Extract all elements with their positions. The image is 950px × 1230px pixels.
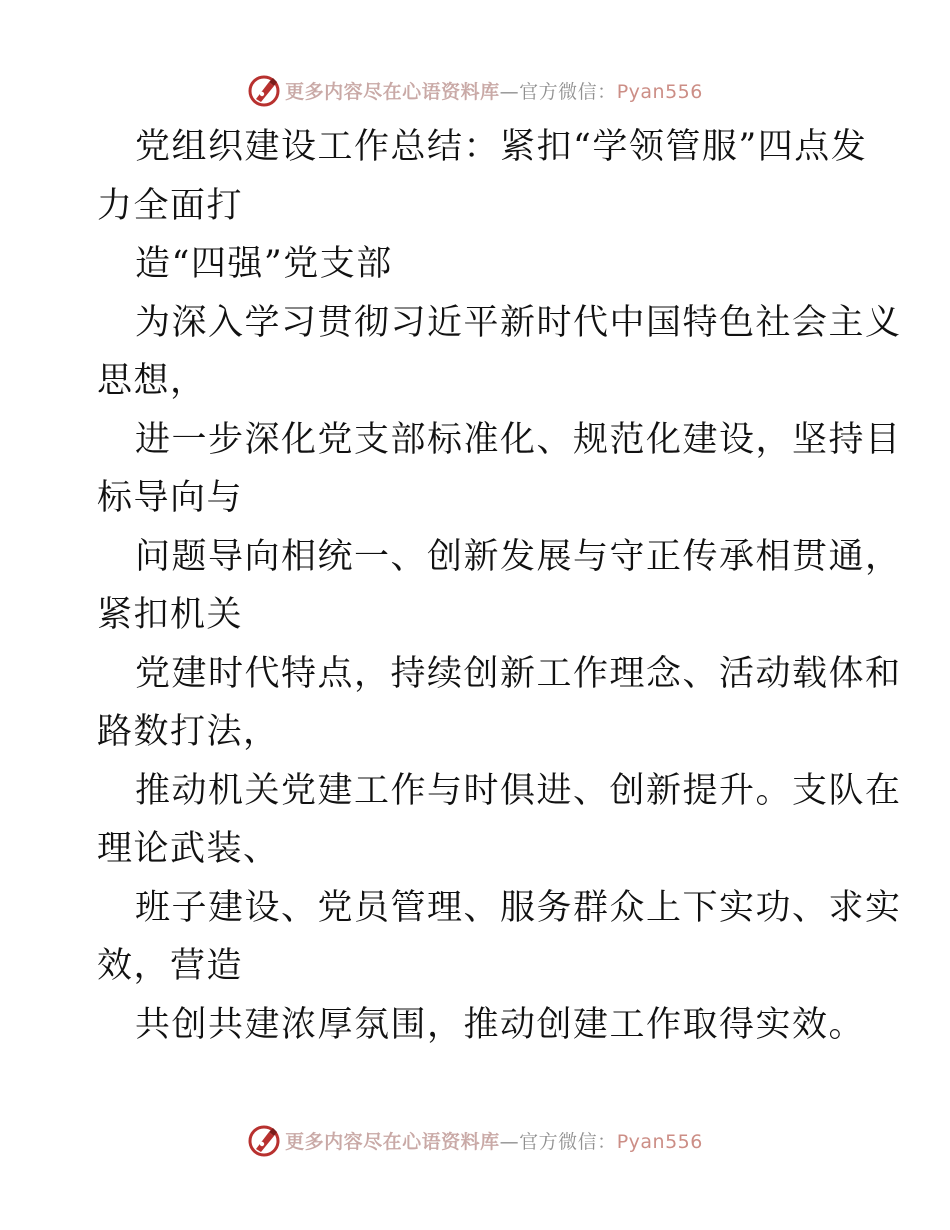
paragraph-line: 问题导向相统一、创新发展与守正传承相贯通， [135, 536, 902, 577]
pen-logo-icon [247, 73, 281, 107]
footer-watermark [0, 1120, 950, 1160]
watermark-contact-label: 官方微信： [519, 80, 617, 103]
title-line-3: 造“四强”党支部 [135, 244, 393, 284]
paragraph-line: 党建时代特点，持续创新工作理念、活动载体和 [135, 653, 902, 694]
paragraph-line: 效，营造 [97, 946, 244, 986]
watermark-main-text: 更多内容尽在心语资料库 [285, 1130, 500, 1153]
paragraph-line: 标导向与 [97, 478, 244, 518]
title-line-1: 党组织建设工作总结：紧扣“学领管服”四点发 [135, 127, 868, 167]
watermark-separator: — [499, 80, 520, 103]
paragraph-line: 为深入学习贯彻习近平新时代中国特色社会主义 [135, 302, 902, 343]
pen-logo-icon [247, 1123, 281, 1157]
watermark-separator: — [499, 1130, 520, 1153]
paragraph-line: 思想， [97, 361, 207, 401]
document-body [97, 118, 902, 1054]
paragraph-line: 推动机关党建工作与时俱进、创新提升。支队在 [135, 770, 902, 811]
watermark-contact-label: 官方微信： [519, 1130, 617, 1153]
watermark-main-text: 更多内容尽在心语资料库 [285, 80, 500, 103]
paragraph-line: 班子建设、党员管理、服务群众上下实功、求实 [135, 887, 902, 928]
paragraph-line: 理论武装、 [97, 829, 280, 869]
paragraph-line: 路数打法， [97, 712, 280, 752]
paragraph-line: 共创共建浓厚氛围，推动创建工作取得实效。 [135, 1004, 866, 1045]
paragraph-line: 紧扣机关 [97, 595, 244, 635]
paragraph-line: 进一步深化党支部标准化、规范化建设，坚持目 [135, 419, 902, 460]
watermark-wechat-id: Pyan556 [616, 1130, 703, 1153]
title-line-2: 力全面打 [97, 185, 244, 226]
watermark-wechat-id: Pyan556 [616, 80, 703, 103]
header-watermark [0, 70, 950, 110]
